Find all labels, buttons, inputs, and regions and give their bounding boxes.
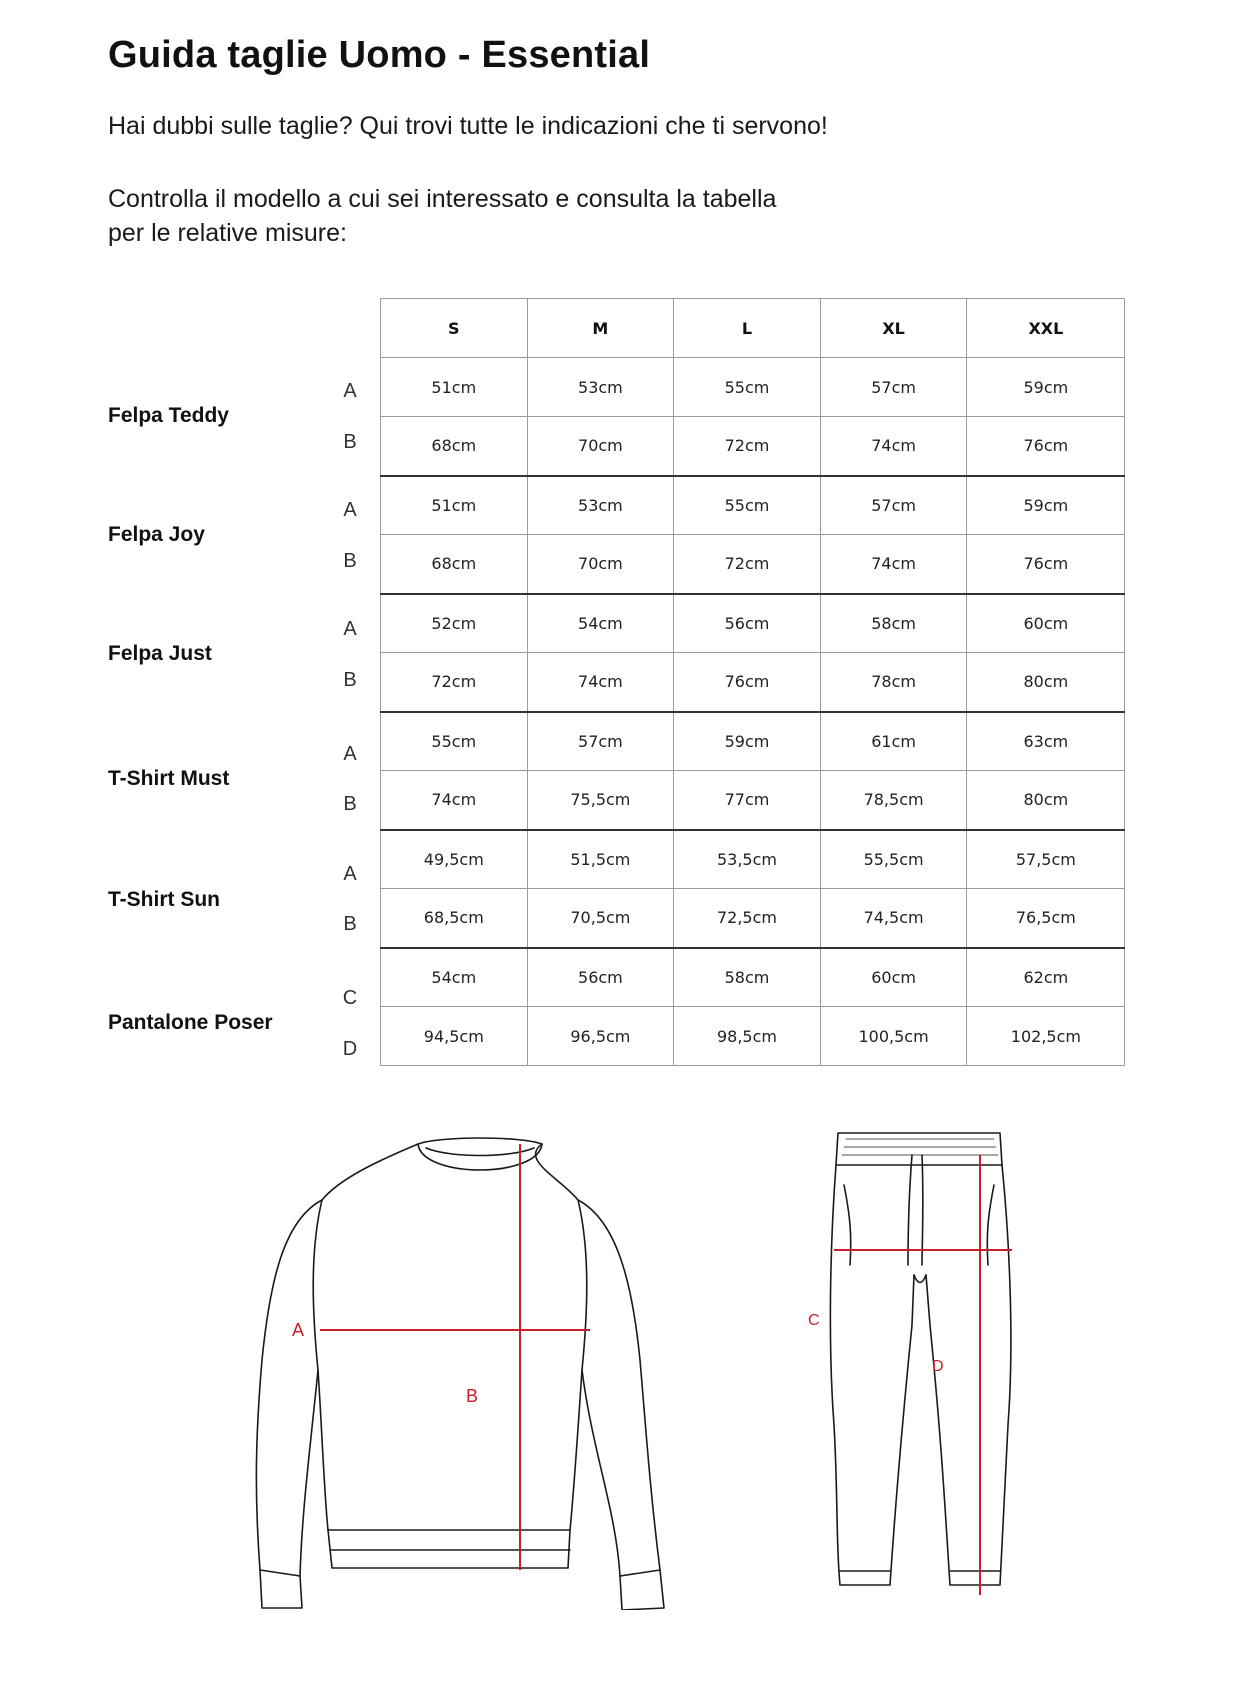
table-cell: 78,5cm [820, 771, 967, 830]
table-cell: 72cm [381, 653, 528, 712]
table-cell: 57cm [527, 712, 674, 771]
table-cell: 68cm [381, 535, 528, 594]
instructions-line-2: per le relative misure: [108, 219, 347, 247]
table-row [381, 830, 1125, 889]
table-cell: 52cm [381, 594, 528, 653]
table-cell: 72cm [674, 535, 821, 594]
table-cell: 51cm [381, 476, 528, 535]
table-cell: 59cm [674, 712, 821, 771]
table-cell: 76cm [967, 535, 1125, 594]
table-cell: 60cm [967, 594, 1125, 653]
product-name: Felpa Teddy [108, 404, 229, 427]
table-cell: 56cm [527, 948, 674, 1007]
table-cell: 70,5cm [527, 889, 674, 948]
table-row [381, 948, 1125, 1007]
table-cell: 74,5cm [820, 889, 967, 948]
product-name: Pantalone Poser [108, 1011, 273, 1034]
table-cell: 62cm [967, 948, 1125, 1007]
table-cell: 94,5cm [381, 1007, 528, 1066]
table-cell: 59cm [967, 476, 1125, 535]
sweatshirt-label-b: B [466, 1386, 479, 1406]
measure-label: A [343, 863, 357, 885]
table-row [381, 535, 1125, 594]
sweatshirt-label-a: A [292, 1320, 305, 1340]
size-header: S [381, 299, 528, 358]
instructions-text [108, 182, 928, 250]
table-cell: 68,5cm [381, 889, 528, 948]
pants-diagram [790, 1125, 1030, 1605]
size-header: XXL [967, 299, 1125, 358]
table-cell: 74cm [527, 653, 674, 712]
table-cell: 49,5cm [381, 830, 528, 889]
intro-text: Hai dubbi sulle taglie? Qui trovi tutte le indicazioni che ti servono! [108, 112, 828, 140]
left-leg-outline [830, 1165, 914, 1585]
table-cell: 56cm [674, 594, 821, 653]
table-cell: 74cm [381, 771, 528, 830]
table-cell: 68cm [381, 417, 528, 476]
table-cell: 59cm [967, 358, 1125, 417]
measure-label: A [343, 380, 357, 402]
waistband-outline [328, 1530, 570, 1568]
size-header: M [527, 299, 674, 358]
table-cell: 63cm [967, 712, 1125, 771]
waistband-outline [836, 1133, 1002, 1165]
right-leg-outline [926, 1165, 1011, 1585]
measure-label: B [343, 793, 357, 815]
table-cell: 53cm [527, 476, 674, 535]
table-cell: 76,5cm [967, 889, 1125, 948]
table-row [381, 889, 1125, 948]
table-row [381, 1007, 1125, 1066]
pants-label-d: D [932, 1358, 944, 1375]
table-cell: 100,5cm [820, 1007, 967, 1066]
table-cell: 55cm [674, 358, 821, 417]
table-cell: 54cm [381, 948, 528, 1007]
left-sleeve-outline [256, 1200, 322, 1576]
table-cell: 60cm [820, 948, 967, 1007]
measure-label: A [343, 499, 357, 521]
table-cell: 57cm [820, 358, 967, 417]
table-cell: 76cm [674, 653, 821, 712]
measure-label: A [343, 743, 357, 765]
page-title: Guida taglie Uomo - Essential [108, 34, 651, 76]
measure-label: A [343, 618, 357, 640]
sweatshirt-diagram [240, 1130, 700, 1610]
measure-label: C [342, 987, 358, 1009]
table-cell: 55,5cm [820, 830, 967, 889]
size-header: L [674, 299, 821, 358]
table-row [381, 771, 1125, 830]
size-table [380, 298, 1125, 1066]
table-row [381, 594, 1125, 653]
table-cell: 57,5cm [967, 830, 1125, 889]
table-cell: 61cm [820, 712, 967, 771]
table-cell: 80cm [967, 653, 1125, 712]
table-cell: 51,5cm [527, 830, 674, 889]
table-cell: 53,5cm [674, 830, 821, 889]
table-cell: 72,5cm [674, 889, 821, 948]
table-cell: 77cm [674, 771, 821, 830]
table-cell: 80cm [967, 771, 1125, 830]
product-name: Felpa Joy [108, 523, 205, 546]
table-cell: 54cm [527, 594, 674, 653]
table-cell: 70cm [527, 417, 674, 476]
table-cell: 76cm [967, 417, 1125, 476]
table-cell: 53cm [527, 358, 674, 417]
measure-label: D [342, 1038, 358, 1060]
table-cell: 74cm [820, 417, 967, 476]
table-cell: 58cm [820, 594, 967, 653]
measure-label: B [343, 669, 357, 691]
table-cell: 58cm [674, 948, 821, 1007]
product-name: Felpa Just [108, 642, 212, 665]
table-cell: 96,5cm [527, 1007, 674, 1066]
body-outline [313, 1144, 587, 1530]
table-row [381, 712, 1125, 771]
table-cell: 102,5cm [967, 1007, 1125, 1066]
table-row [381, 358, 1125, 417]
table-row [381, 653, 1125, 712]
table-row [381, 476, 1125, 535]
drawstring-outline [908, 1155, 923, 1265]
table-cell: 72cm [674, 417, 821, 476]
table-cell: 75,5cm [527, 771, 674, 830]
table-cell: 98,5cm [674, 1007, 821, 1066]
product-name: T-Shirt Sun [108, 888, 220, 911]
measure-label: B [343, 913, 357, 935]
measure-label: B [343, 550, 357, 572]
pants-label-c: C [808, 1312, 820, 1329]
size-header: XL [820, 299, 967, 358]
instructions-line-1: Controlla il modello a cui sei interessato e consulta la tabella [108, 185, 777, 213]
table-cell: 55cm [674, 476, 821, 535]
table-cell: 78cm [820, 653, 967, 712]
table-cell: 51cm [381, 358, 528, 417]
product-name: T-Shirt Must [108, 767, 230, 790]
table-cell: 57cm [820, 476, 967, 535]
right-cuff-outline [620, 1570, 664, 1610]
measure-label: B [343, 431, 357, 453]
collar-outline [418, 1138, 542, 1170]
table-row [381, 417, 1125, 476]
table-cell: 74cm [820, 535, 967, 594]
table-cell: 55cm [381, 712, 528, 771]
size-header-row [381, 299, 1125, 358]
right-sleeve-outline [578, 1200, 660, 1576]
table-cell: 70cm [527, 535, 674, 594]
